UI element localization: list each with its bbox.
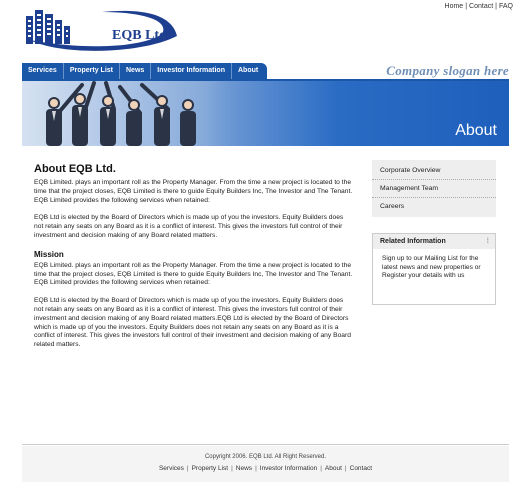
footer-link-investor-information[interactable]: Investor Information (259, 465, 318, 472)
footer-link-services[interactable]: Services (158, 465, 184, 472)
business-team-photo (22, 81, 252, 146)
nav-item-services[interactable]: Services (22, 63, 64, 79)
top-link-home[interactable]: Home (444, 3, 464, 10)
banner-title: About (455, 122, 497, 139)
related-information-box (372, 233, 496, 305)
footer-link-contact[interactable]: Contact (349, 465, 373, 472)
main-content (34, 163, 354, 359)
main-nav (22, 63, 267, 79)
top-links: Home | Contact | FAQ (444, 3, 513, 10)
footer (22, 446, 509, 482)
mission-paragraph-2: EQB Ltd is elected by the Board of Directors which is made up of you the investors. Equity Builders does not retain any seats on any Board as it is a conflict of interest. This gives the investors full control of their investment and decision making of any Board related matters.EQB Ltd is elected by the Board of Directors which is made up of you the investors. Equity Builders does not retain any seats on any Board as it is a conflict of interest. This gives the investors full control of their investment and decision making of any Board related matters. (34, 297, 351, 349)
footer-link-news[interactable]: News (235, 465, 253, 472)
nav-item-news[interactable]: News (120, 63, 151, 79)
top-link-faq[interactable]: FAQ (498, 3, 513, 10)
page-title: About EQB Ltd. (34, 163, 116, 175)
about-paragraph-2: EQB Ltd is elected by the Board of Directors which is made up of you the investors. Equity Builders does not retain any seats on any Board as it is a conflict of interest. This gives the investors full control of their investment and decision making of any Board related matters. (34, 214, 344, 239)
company-name: EQB Ltd (112, 28, 167, 43)
nav-item-property-list[interactable]: Property List (64, 63, 120, 79)
nav-item-about[interactable]: About (237, 67, 259, 74)
company-slogan: Company slogan here (386, 63, 509, 78)
mission-heading: Mission (34, 249, 64, 259)
company-logo[interactable] (22, 6, 182, 54)
page-banner (22, 81, 509, 146)
sidebar-item-careers[interactable]: Careers (380, 203, 405, 210)
nav-item-investor-information[interactable]: Investor Information (151, 63, 232, 79)
footer-divider (22, 444, 509, 445)
footer-link-about[interactable]: About (324, 465, 342, 472)
footer-link-property-list[interactable]: Property List (191, 465, 229, 472)
mission-paragraph-1: EQB Limited. plays an important roll as the Property Manager. From the time a new project is located to the time that the project closes, EQB Limited is there to guide Equity Builders Inc, The Investor and The Tenant. EQB Limited provides the following services when retained: (34, 261, 353, 287)
about-paragraph-1: EQB Limited. plays an important roll as the Property Manager. From the time a new project is located to the time that the project closes, EQB Limited is there to guide Equity Builders Inc, The Investor and The Tenant. EQB Limited provides the following services when retained: (34, 179, 353, 204)
grip-icon: ⁞ (486, 238, 489, 245)
related-information-header (373, 234, 495, 249)
sidebar-menu (372, 160, 496, 217)
copyright-text: Copyright 2006. EQB Ltd. All Right Reserved. (204, 454, 327, 460)
top-link-contact[interactable]: Contact (469, 3, 494, 10)
sidebar-item-corporate-overview[interactable]: Corporate Overview (372, 162, 496, 180)
mailing-list-text[interactable]: Sign up to our Mailing List for the latest news and new properties or Register your details with us (382, 255, 481, 280)
footer-links: Services | Property List | News | Investor Information | About | Contact (158, 465, 373, 472)
related-information-title: Related Information (380, 238, 446, 245)
sidebar-item-management-team[interactable]: Management Team (372, 180, 496, 198)
